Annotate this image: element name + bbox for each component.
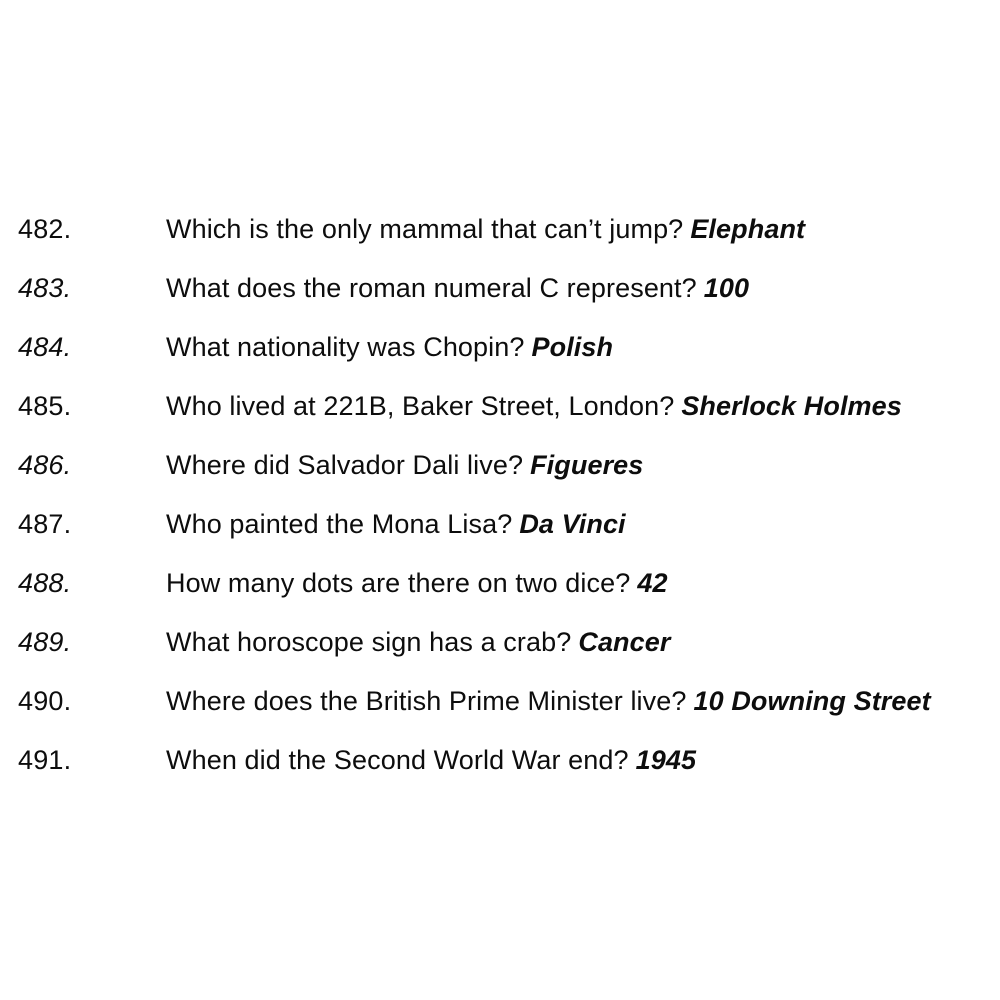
item-question: What nationality was Chopin? (166, 332, 525, 362)
item-answer: 42 (637, 568, 668, 598)
item-answer: Da Vinci (519, 509, 626, 539)
list-item (0, 687, 1000, 746)
item-number: 487. (18, 509, 72, 539)
item-body (166, 215, 805, 245)
item-number: 486. (18, 450, 72, 480)
item-number: 488. (18, 568, 72, 598)
item-question: What horoscope sign has a crab? (166, 627, 572, 657)
item-question: Who lived at 221B, Baker Street, London? (166, 391, 675, 421)
item-body (166, 687, 931, 717)
item-answer: Figueres (530, 450, 644, 480)
list-item (0, 451, 1000, 510)
item-body (166, 746, 696, 776)
item-number: 482. (18, 214, 72, 244)
item-number: 485. (18, 391, 72, 421)
question-answer-list (0, 215, 1000, 805)
item-question: Who painted the Mona Lisa? (166, 509, 513, 539)
item-body (166, 628, 671, 658)
item-question: Which is the only mammal that can’t jump? (166, 214, 684, 244)
item-body (166, 451, 643, 481)
list-item (0, 628, 1000, 687)
item-body (166, 392, 902, 422)
item-answer: Cancer (578, 627, 671, 657)
item-body (166, 569, 668, 599)
item-body (166, 333, 613, 363)
list-item (0, 333, 1000, 392)
item-question: What does the roman numeral C represent? (166, 273, 697, 303)
list-item (0, 215, 1000, 274)
list-item (0, 569, 1000, 628)
item-body (166, 274, 749, 304)
item-question: How many dots are there on two dice? (166, 568, 631, 598)
item-question: Where did Salvador Dali live? (166, 450, 524, 480)
item-answer: 100 (703, 273, 750, 303)
item-number: 484. (18, 332, 72, 362)
item-question: When did the Second World War end? (166, 745, 629, 775)
item-answer: 10 Downing Street (693, 686, 931, 716)
list-item (0, 392, 1000, 451)
list-item (0, 746, 1000, 805)
item-number: 491. (18, 745, 72, 775)
item-body (166, 510, 626, 540)
item-number: 490. (18, 686, 72, 716)
list-item (0, 510, 1000, 569)
item-number: 483. (18, 273, 72, 303)
item-number: 489. (18, 627, 72, 657)
item-question: Where does the British Prime Minister live? (166, 686, 687, 716)
item-answer: 1945 (635, 745, 697, 775)
item-answer: Polish (531, 332, 614, 362)
item-answer: Sherlock Holmes (681, 391, 902, 421)
item-answer: Elephant (690, 214, 806, 244)
list-item (0, 274, 1000, 333)
